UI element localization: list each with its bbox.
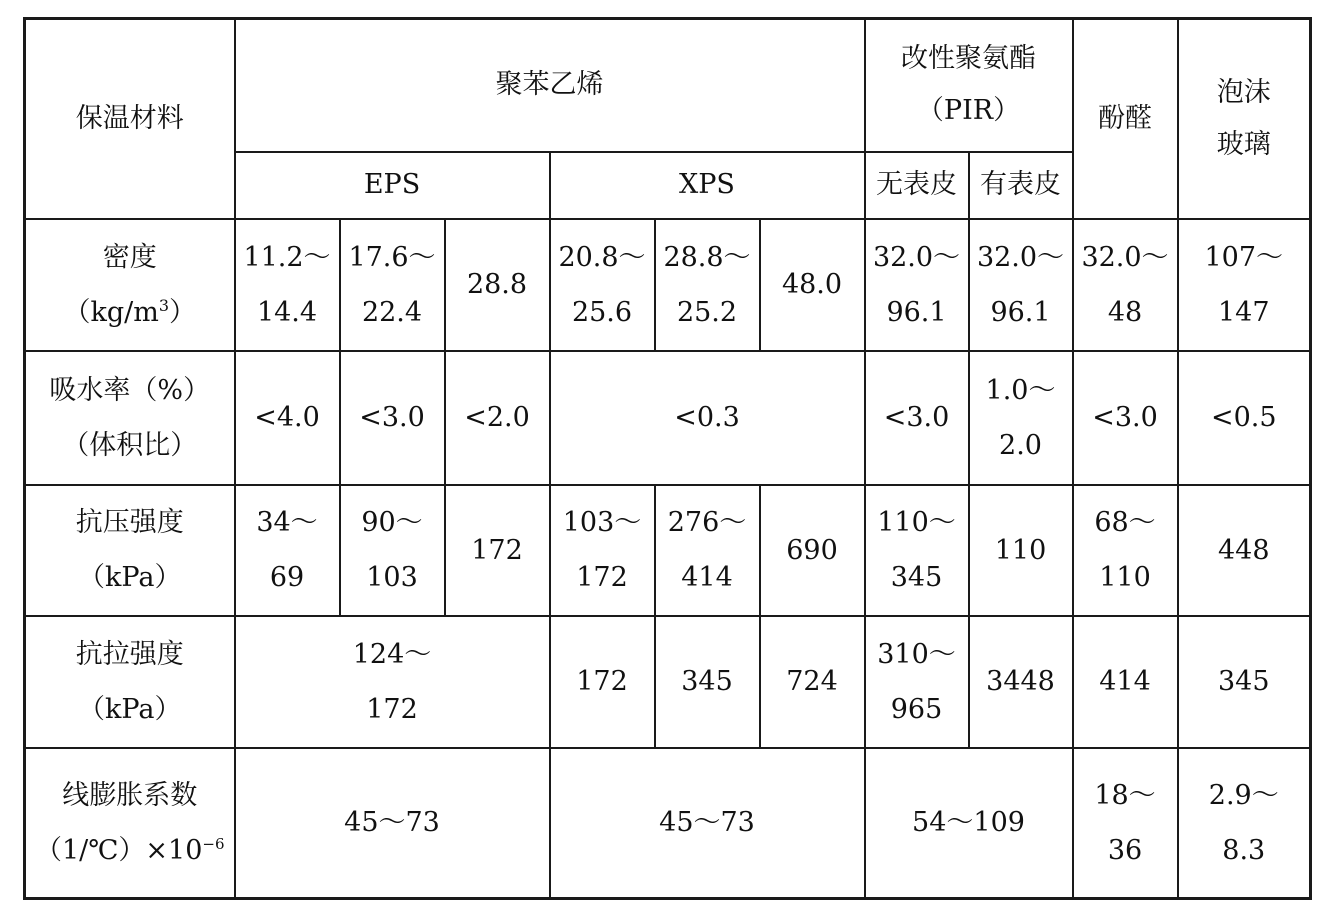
compressive-eps-1: [235, 485, 340, 616]
density-label: 密度: [102, 241, 157, 273]
cell-line: 45～73: [344, 807, 440, 839]
foam-glass-label-line2: 玻璃: [1216, 128, 1271, 160]
density-unit-text: （kg/m: [63, 296, 159, 328]
header-row-1: [25, 19, 1311, 152]
cell-line: 90～: [361, 507, 423, 538]
expansion-pir: [865, 748, 1073, 899]
cell-line: 724: [786, 666, 838, 697]
cell-line: 172: [471, 534, 523, 566]
pir-no-skin-label: 无表皮: [876, 169, 957, 200]
material-label-cell: [25, 19, 235, 219]
cell-line: 690: [786, 534, 838, 566]
cell-line: 965: [890, 693, 943, 725]
phenolic-header: [1073, 19, 1178, 219]
cell-line: 414: [681, 562, 733, 593]
compressive-unit: （kPa）: [78, 562, 182, 593]
phenolic-label: 酚醛: [1098, 102, 1152, 134]
compressive-label-cell: [25, 485, 235, 616]
cell-line: <3.0: [359, 402, 425, 433]
cell-line: <0.5: [1210, 402, 1277, 433]
foam-glass-label-line1: 泡沫: [1216, 76, 1271, 108]
eps-label: EPS: [363, 169, 421, 200]
compressive-eps-2: [340, 485, 445, 616]
cell-line: 172: [576, 562, 628, 593]
cell-line: 17.6～: [348, 241, 436, 273]
compressive-strength-row: [25, 485, 1311, 616]
cell-line: 103～: [562, 507, 642, 538]
cell-line: 2.9～: [1208, 779, 1279, 811]
tensile-pir-with-skin: [969, 616, 1073, 748]
tensile-foam-glass: [1178, 616, 1311, 748]
cell-line: 18～: [1094, 779, 1156, 811]
density-row: [25, 219, 1311, 351]
material-label: 保温材料: [75, 102, 184, 134]
tensile-pir-no-skin: [865, 616, 969, 748]
cell-line: 124～: [352, 638, 432, 670]
tensile-unit: （kPa）: [78, 693, 182, 725]
density-xps-3: [760, 219, 865, 351]
pir-header: [865, 19, 1073, 152]
tensile-strength-row: [25, 616, 1311, 748]
tensile-xps-2: [655, 616, 760, 748]
density-label-cell: [25, 219, 235, 351]
compressive-label: 抗压强度: [75, 507, 184, 538]
cell-line: 107～: [1204, 241, 1284, 273]
density-unit-close: ）: [169, 296, 197, 328]
cell-line: <3.0: [883, 402, 950, 433]
cell-line: 36: [1107, 834, 1143, 866]
expansion-label: 线膨胀系数: [62, 779, 198, 811]
cell-line: 69: [269, 562, 305, 593]
cell-line: 172: [576, 666, 628, 697]
cell-line: <3.0: [1092, 402, 1158, 433]
expansion-phenolic: [1073, 748, 1178, 899]
water-pir-no-skin: [865, 351, 969, 485]
cell-line: 68～: [1094, 507, 1156, 538]
cell-line: 414: [1099, 666, 1151, 697]
cell-line: 2.0: [999, 429, 1042, 461]
water-absorption-row: [25, 351, 1311, 485]
cell-line: 345: [681, 666, 733, 697]
cell-line: <0.3: [674, 402, 740, 433]
compressive-xps-3: [760, 485, 865, 616]
density-pir-no-skin: [865, 219, 969, 351]
density-foam-glass: [1178, 219, 1311, 351]
cell-line: 11.2～: [243, 241, 331, 273]
polystyrene-header: [235, 19, 865, 152]
xps-header: [550, 152, 865, 219]
cell-line: 32.0～: [872, 241, 961, 273]
compressive-xps-1: [550, 485, 655, 616]
compressive-pir-with-skin: [969, 485, 1073, 616]
foam-glass-header: [1178, 19, 1311, 219]
expansion-xps: [550, 748, 865, 899]
cell-line: 14.4: [256, 296, 318, 328]
density-xps-1: [550, 219, 655, 351]
pir-with-skin-label: 有表皮: [980, 169, 1061, 200]
compressive-phenolic: [1073, 485, 1178, 616]
cell-line: 147: [1217, 296, 1270, 328]
cell-line: 25.6: [571, 296, 633, 328]
pir-label-line1: 改性聚氨酯: [901, 43, 1036, 75]
water-eps-1: [235, 351, 340, 485]
density-xps-2: [655, 219, 760, 351]
tensile-phenolic: [1073, 616, 1178, 748]
expansion-unit: [26, 823, 234, 878]
cell-line: 3448: [986, 666, 1055, 697]
cell-line: 345: [890, 562, 943, 593]
water-phenolic: [1073, 351, 1178, 485]
cell-line: <2.0: [464, 402, 530, 433]
expansion-foam-glass: [1178, 748, 1311, 899]
expansion-unit-text: （1/℃）×10: [34, 834, 203, 866]
cell-line: 345: [1217, 666, 1270, 697]
cell-line: 25.2: [676, 296, 738, 328]
water-absorption-label-cell: [25, 351, 235, 485]
cell-line: 48: [1107, 296, 1143, 328]
cell-line: 172: [366, 693, 418, 725]
density-eps-1: [235, 219, 340, 351]
eps-header: [235, 152, 550, 219]
water-pir-with-skin: [969, 351, 1073, 485]
cell-line: 110: [1099, 562, 1151, 593]
cell-line: 8.3: [1222, 834, 1266, 866]
compressive-eps-3: [445, 485, 550, 616]
cell-line: 310～: [877, 638, 956, 670]
density-unit: [26, 285, 234, 340]
pir-label-line2: （PIR）: [916, 95, 1021, 127]
cell-line: 54～109: [912, 807, 1025, 839]
polystyrene-label: 聚苯乙烯: [495, 69, 604, 101]
cell-line: 32.0～: [1081, 241, 1169, 273]
cell-line: 28.8: [466, 269, 528, 300]
density-pir-with-skin: [969, 219, 1073, 351]
density-eps-2: [340, 219, 445, 351]
tensile-xps-3: [760, 616, 865, 748]
cell-line: 96.1: [990, 296, 1051, 328]
density-unit-sup: 3: [158, 295, 170, 315]
compressive-pir-no-skin: [865, 485, 969, 616]
xps-label: XPS: [679, 169, 735, 200]
water-foam-glass: [1178, 351, 1311, 485]
cell-line: 34～: [256, 507, 318, 538]
water-eps-2: [340, 351, 445, 485]
water-eps-3: [445, 351, 550, 485]
cell-line: 110: [994, 534, 1047, 566]
compressive-xps-2: [655, 485, 760, 616]
expansion-eps: [235, 748, 550, 899]
water-xps: [550, 351, 865, 485]
cell-line: 22.4: [361, 296, 423, 328]
expansion-label-cell: [25, 748, 235, 899]
pir-no-skin-header: [865, 152, 969, 219]
density-eps-3: [445, 219, 550, 351]
table-wrapper: [23, 17, 1312, 900]
linear-expansion-row: [25, 748, 1311, 899]
cell-line: 28.8～: [663, 241, 751, 273]
water-absorption-unit: （体积比）: [62, 429, 198, 461]
cell-line: 1.0～: [985, 374, 1056, 406]
cell-line: 45～73: [659, 807, 755, 839]
tensile-xps-1: [550, 616, 655, 748]
cell-line: 110～: [877, 507, 956, 538]
density-phenolic: [1073, 219, 1178, 351]
water-absorption-label: 吸水率（%）: [49, 374, 211, 406]
tensile-label: 抗拉强度: [75, 638, 184, 670]
cell-line: 103: [366, 562, 418, 593]
cell-line: 20.8～: [558, 241, 646, 273]
cell-line: 96.1: [886, 296, 947, 328]
insulation-materials-table: [23, 17, 1312, 900]
cell-line: 276～: [667, 507, 747, 538]
tensile-eps: [235, 616, 550, 748]
compressive-foam-glass: [1178, 485, 1311, 616]
cell-line: 448: [1217, 534, 1270, 566]
cell-line: 48.0: [781, 269, 843, 300]
tensile-label-cell: [25, 616, 235, 748]
cell-line: 32.0～: [976, 241, 1065, 273]
cell-line: <4.0: [254, 402, 320, 433]
pir-with-skin-header: [969, 152, 1073, 219]
expansion-unit-sup: −6: [202, 834, 225, 853]
